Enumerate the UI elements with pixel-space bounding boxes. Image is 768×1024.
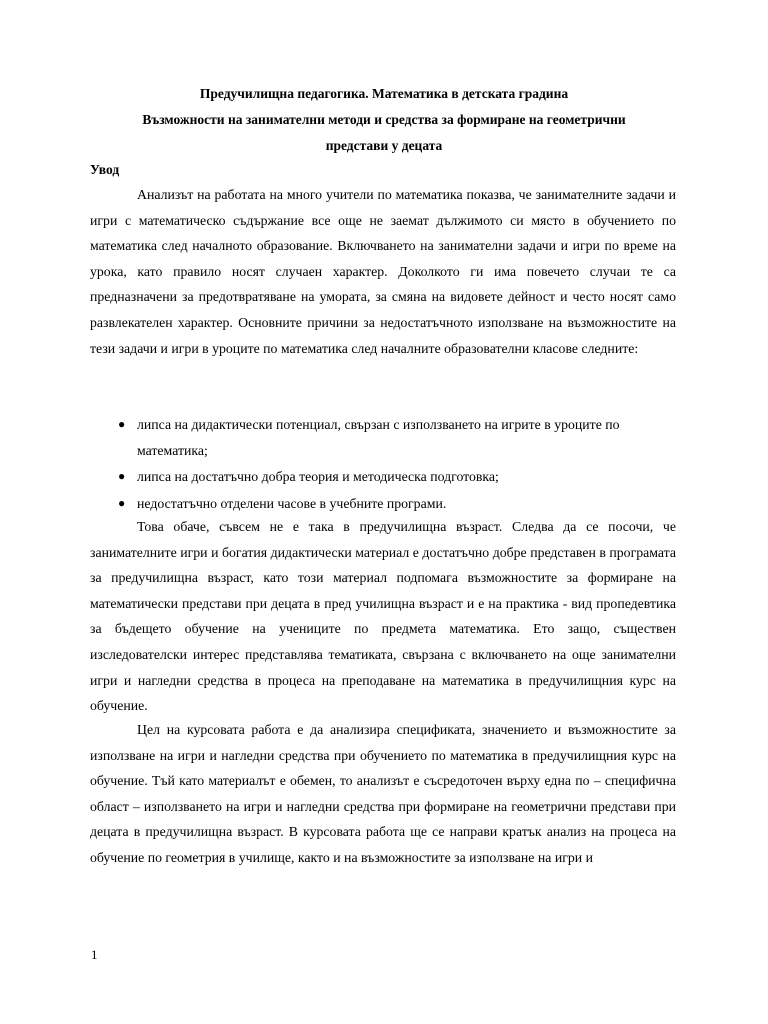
- document-title-line-3: представи у децата: [325, 138, 443, 153]
- document-title-line-1: Предучилищна педагогика. Математика в детската градина: [199, 86, 569, 101]
- paragraph-2: Това обаче, съвсем не е така в предучилищна възраст. Следва да се посочи, че занимателните игри и богатия дидактически материал е достатъчно добре представен в програмата за предучилищна възраст, като този материал подпомага възможностите за формиране на математически представи при децата в пред училищна възраст и е на практика - вид пропедевтика за бъдещето обучение на учениците по предмета математика. Ето защо, съществен изследователски интерес представлява тематиката, свързана с включването на още занимателни игри и нагледни средства в процеса на преподаване на математика в предучилищния курс на обучение.: [90, 519, 676, 714]
- list-item-text: недостатъчно отделени часове в учебните програми.: [137, 495, 447, 511]
- list-item: [90, 464, 678, 490]
- paragraph-3: Цел на курсовата работа е да анализира спецификата, значението и възможностите за използване на игри и нагледни средства при обучението по математика в предучилищния курс на обучение. Тъй като материалът е обемен, то анализът е съсредоточен върху една по – специфична област – използването на игри и нагледни средства при формиране на геометрични представи при децата в предучилищна възраст. В курсовата работа ще се направи кратък анализ на процеса на обучение по геометрия в училище, както и на възможностите за използване на игри и: [90, 722, 676, 865]
- page-number: 1: [91, 947, 98, 962]
- paragraph-1: Анализът на работата на много учители по математика показва, че занимателните задачи и игри с математическо съдържание все още не заемат дължимото си място в обучението по математика след началното образование. Включването на занимателни задачи и игри по време на урока, като правило носят случаен характер. Доколкото ги има повечето случаи те са предназначени за предотвратяване на умората, за смяна на видовете дейност и често носят само развлекателен характер. Основните причини за недостатъчното използване на възможностите на тези задачи и игри в уроците по математика след началните образователни класове следните:: [90, 187, 676, 356]
- bullet-icon: ●: [118, 417, 126, 431]
- list-item: [90, 412, 678, 463]
- document-title-line-2: Възможности на занимателни методи и средства за формиране на геометрични: [142, 112, 626, 127]
- bullet-icon: ●: [118, 469, 126, 484]
- bullet-list: [90, 412, 678, 516]
- list-item-text: липса на дидактически потенциал, свързан с използването на игрите в уроците по математика;: [137, 417, 620, 458]
- list-item-text: липса на достатъчно добра теория и методическа подготовка;: [137, 469, 499, 485]
- section-heading: Увод: [90, 162, 120, 177]
- list-item: [90, 491, 678, 517]
- bullet-icon: ●: [118, 495, 126, 510]
